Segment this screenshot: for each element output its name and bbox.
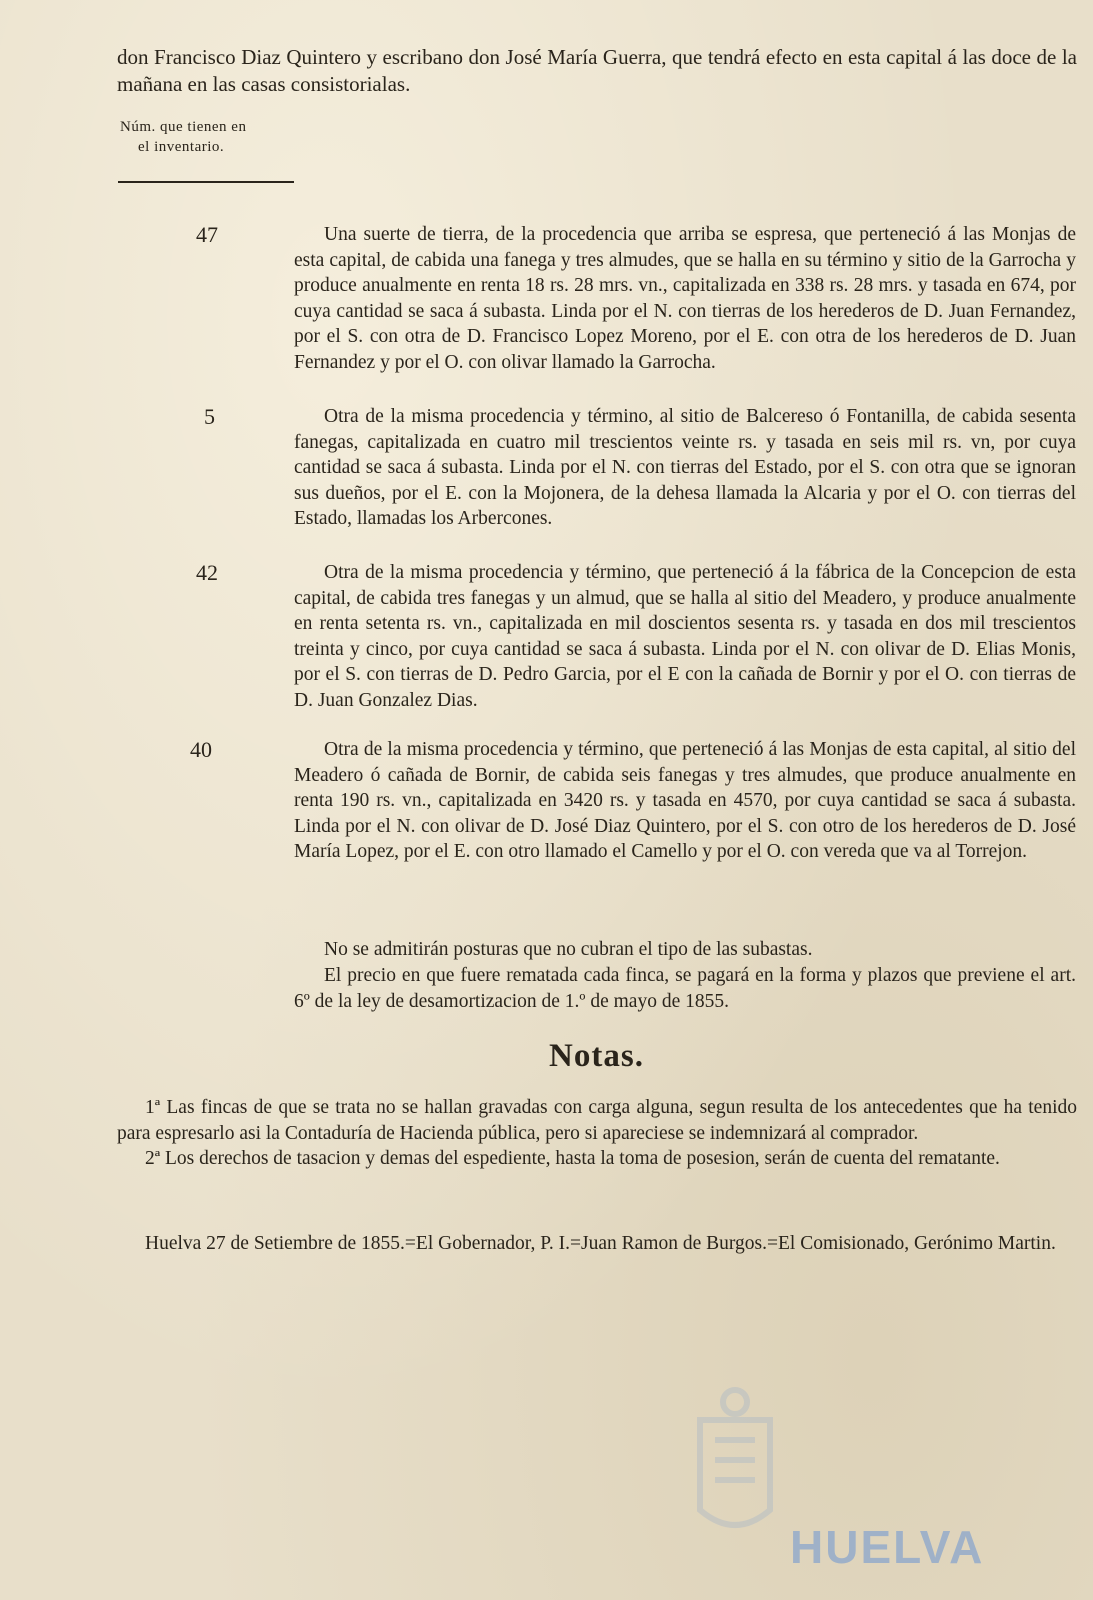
lot-number: 40	[190, 737, 212, 762]
lot-description: Una suerte de tierra, de la procedencia que arriba se espresa, que perteneció á las Monjas de esta capital, de cabida una fanega y tres almudes, que se halla en su término y sitio de la Garrocha y produce anualmente en renta 18 rs. 28 mrs. vn., capitalizada en 338 rs. 28 mrs. y tasada en 674, por cuya cantidad se saca á subasta. Linda por el N. con tierras de los herederos de D. Juan Fernandez, por el S. con otra de D. Francisco Lopez Moreno, por el E. con otra de los herederos de D. Juan Fernandez y por el O. con olivar llamado la Garrocha.	[294, 224, 1076, 373]
column-header-rule	[118, 181, 294, 183]
condition-paragraph: El precio en que fuere rematada cada finca, se pagará en la forma y plazos que previene el art. 6º de la ley de desamortizacion de 1.º de mayo de 1855.	[294, 965, 1076, 1012]
notes-heading: Notas.	[549, 1038, 644, 1074]
intro-paragraph: don Francisco Diaz Quintero y escribano don José María Guerra, que tendrá efecto en esta capital á las doce de la mañana en las casas consistorialas.	[117, 45, 1077, 96]
signature-line: Huelva 27 de Setiembre de 1855.=El Gobernador, P. I.=Juan Ramon de Burgos.=El Comisionado, Gerónimo Martin.	[145, 1233, 1056, 1254]
condition-paragraph: No se admitirán posturas que no cubran el tipo de las subastas.	[324, 939, 813, 960]
lot-description: Otra de la misma procedencia y término, que perteneció á las Monjas de esta capital, al sitio del Meadero ó cañada de Bornir, de cabida seis fanegas y tres almudes, que produce anualmente en renta 190 rs. vn., capitalizada en 3420 rs. y tasada en 4570, por cuya cantidad se saca á subasta. Linda por el N. con olivar de D. José Diaz Quintero, por el S. con otro de los herederos de D. José María Lopez, por el E. con otro llamado el Camello y por el O. con vereda que va al Torrejon.	[294, 739, 1076, 863]
lot-description: Otra de la misma procedencia y término, que perteneció á la fábrica de la Concepcion de esta capital, de cabida tres fanegas y un almud, que se halla al sitio del Meadero, y produce anualmente en renta setenta rs. vn., capitalizada en mil doscientos sesenta rs. y tasada en dos mil trescientos treinta y cinco, por cuya cantidad se saca á subasta. Linda por el N. con olivar de D. Elias Monis, por el S. con tierras de D. Pedro Garcia, por el E con la cañada de Bornir y por el O. con tierras de D. Juan Gonzalez Dias.	[294, 562, 1076, 711]
auction-conditions	[294, 937, 1076, 1015]
lot-number: 5	[204, 404, 215, 429]
column-header-line1: Núm. que tienen en	[120, 119, 247, 135]
lot-description: Otra de la misma procedencia y término, al sitio de Balcereso ó Fontanilla, de cabida sesenta fanegas, capitalizada en cuatro mil trescientos veinte rs. y tasada en seis mil rs. vn, por cuya cantidad se saca á subasta. Linda por el N. con tierras del Estado, por el S. con otra que se ignoran sus dueños, por el E. con la Mojonera, de la dehesa llamada la Alcaria y por el O. con tierras del Estado, llamadas los Arbercones.	[294, 406, 1076, 530]
watermark-label: HUELVA	[790, 1521, 985, 1573]
note-item: 2ª Los derechos de tasacion y demas del espediente, hasta la toma de posesion, serán de cuenta del rematante.	[145, 1148, 1000, 1169]
inventory-column-header	[120, 117, 310, 157]
lot-number: 42	[196, 560, 218, 585]
lot-number: 47	[196, 222, 218, 247]
notes-section	[117, 1095, 1077, 1172]
column-header-line2: el inventario.	[138, 139, 225, 155]
note-item: 1ª Las fincas de que se trata no se hallan gravadas con carga alguna, segun resulta de los antecedentes que ha tenido para espresarlo asi la Contaduría de Hacienda pública, pero si apareciese se indemnizará al comprador.	[117, 1097, 1077, 1144]
